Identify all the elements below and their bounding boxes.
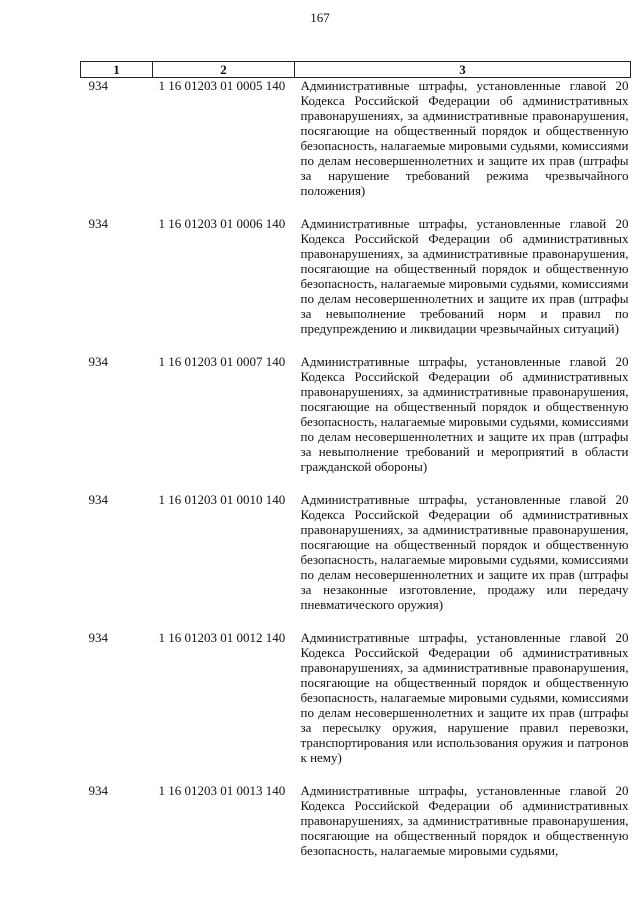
budget-code-cell: 1 16 01203 01 0005 140: [158, 78, 286, 93]
admin-code-cell: 934: [88, 354, 108, 369]
budget-code-cell: 1 16 01203 01 0007 140: [158, 354, 286, 369]
description-cell: Административные штрафы, установленные главой 20 Кодекса Российской Федерации об административных правонарушениях, за административные правонарушения, посягающие на общественный порядок и общественную безопасность, налагаемые мировыми судьями, комиссиями по делам несовершеннолетних и защите их прав (штрафы за нарушение требований режима чрезвычайного положения): [300, 78, 629, 198]
budget-code-cell: 1 16 01203 01 0013 140: [158, 783, 286, 798]
table-header: [81, 62, 631, 78]
column-header-3: 3: [295, 62, 631, 78]
budget-code-cell: 1 16 01203 01 0010 140: [158, 492, 286, 507]
description-cell: Административные штрафы, установленные главой 20 Кодекса Российской Федерации об административных правонарушениях, за административные правонарушения, посягающие на общественный порядок и общественную безопасность, налагаемые мировыми судьями,: [300, 783, 629, 858]
description-cell: Административные штрафы, установленные главой 20 Кодекса Российской Федерации об административных правонарушениях, за административные правонарушения, посягающие на общественный порядок и общественную безопасность, налагаемые мировыми судьями, комиссиями по делам несовершеннолетних и защите их прав (штрафы за пересылку оружия, нарушение правил перевозки, транспортирования или использования оружия и патронов к нему): [300, 630, 629, 765]
admin-code-cell: 934: [88, 492, 108, 507]
page-number: 167: [310, 10, 330, 25]
admin-code-cell: 934: [88, 216, 108, 231]
table-row: [81, 78, 631, 199]
budget-codes-table: [80, 61, 631, 858]
table-row: [81, 783, 631, 858]
table-row: [81, 216, 631, 336]
column-header-2: 2: [153, 62, 295, 78]
table-row: [81, 630, 631, 765]
admin-code-cell: 934: [88, 630, 108, 645]
table-row: [81, 492, 631, 612]
table-row: [81, 354, 631, 474]
description-cell: Административные штрафы, установленные главой 20 Кодекса Российской Федерации об административных правонарушениях, за административные правонарушения, посягающие на общественный порядок и общественную безопасность, налагаемые мировыми судьями, комиссиями по делам несовершеннолетних и защите их прав (штрафы за незаконные изготовление, продажу или передачу пневматического оружия): [300, 492, 629, 612]
admin-code-cell: 934: [88, 783, 108, 798]
description-cell: Административные штрафы, установленные главой 20 Кодекса Российской Федерации об административных правонарушениях, за административные правонарушения, посягающие на общественный порядок и общественную безопасность, налагаемые мировыми судьями, комиссиями по делам несовершеннолетних и защите их прав (штрафы за невыполнение требований и мероприятий в области гражданской обороны): [300, 354, 629, 474]
description-cell: Административные штрафы, установленные главой 20 Кодекса Российской Федерации об административных правонарушениях, за административные правонарушения, посягающие на общественный порядок и общественную безопасность, налагаемые мировыми судьями, комиссиями по делам несовершеннолетних и защите их прав (штрафы за невыполнение требований норм и правил по предупреждению и ликвидации чрезвычайных ситуаций): [300, 216, 629, 336]
column-header-1: 1: [81, 62, 153, 78]
budget-code-cell: 1 16 01203 01 0012 140: [158, 630, 286, 645]
admin-code-cell: 934: [88, 78, 108, 93]
budget-code-cell: 1 16 01203 01 0006 140: [158, 216, 286, 231]
